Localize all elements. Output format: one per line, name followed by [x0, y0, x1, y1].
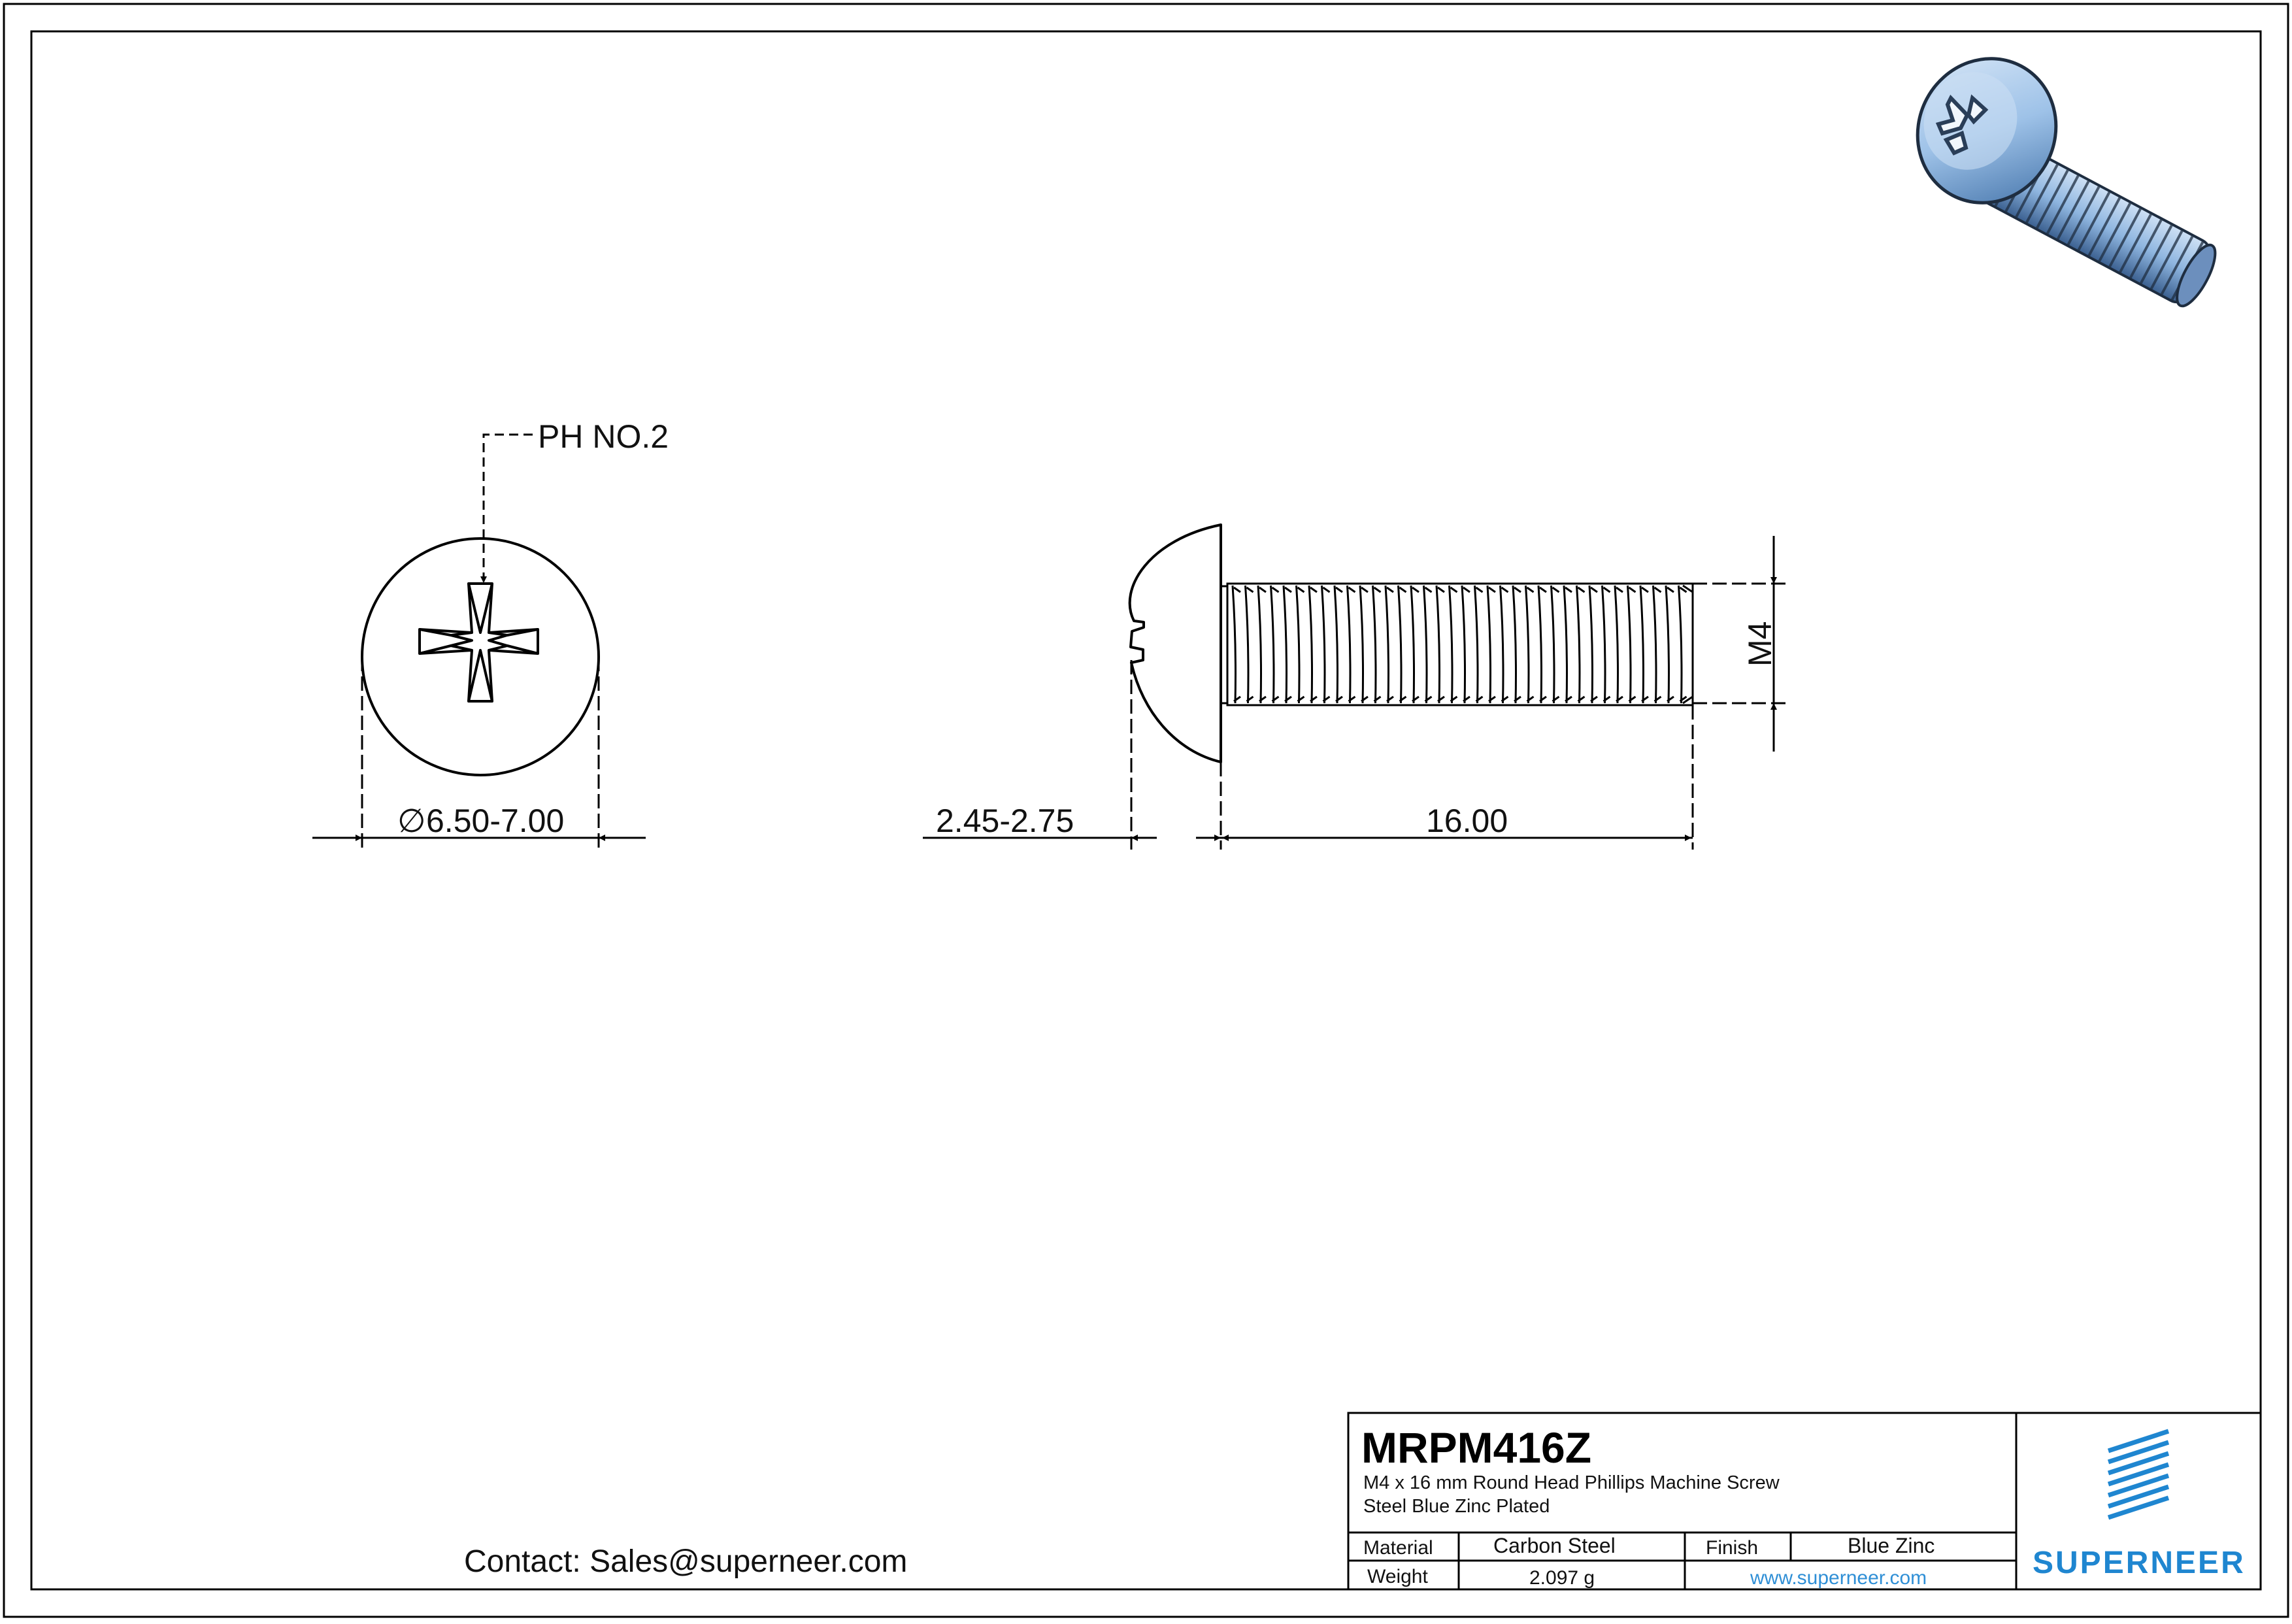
website-link[interactable]: www.superneer.com — [1750, 1567, 1927, 1589]
side-view — [923, 525, 1791, 850]
weight-label: Weight — [1367, 1566, 1428, 1587]
head-profile — [1130, 525, 1221, 762]
screw-3d-render — [1893, 34, 2223, 311]
outer-frame — [4, 4, 2288, 1617]
brand-name: SUPERNEER — [2033, 1546, 2246, 1580]
inner-frame — [31, 31, 2261, 1589]
weight-value: 2.097 g — [1529, 1567, 1595, 1589]
part-number: MRPM416Z — [1361, 1423, 1592, 1472]
finish-label: Finish — [1706, 1537, 1759, 1559]
thread-chamfer — [1683, 586, 1693, 703]
superneer-logo-icon — [2108, 1431, 2168, 1517]
top-view — [312, 418, 669, 850]
description-line-1: M4 x 16 mm Round Head Phillips Machine Screw — [1363, 1472, 1780, 1493]
diameter-symbol: ∅ — [397, 803, 426, 839]
phillips-recess — [420, 584, 538, 701]
contact-line: Contact: Sales@superneer.com — [464, 1544, 908, 1579]
thread-lines — [1233, 586, 1687, 703]
length-value: 16.00 — [1426, 803, 1508, 839]
thread-size-value: M4 — [1742, 621, 1778, 667]
material-label: Material — [1363, 1537, 1433, 1559]
head-outline-top — [362, 539, 599, 775]
diameter-value: 6.50-7.00 — [426, 803, 565, 839]
description-line-2: Steel Blue Zinc Plated — [1363, 1496, 1550, 1517]
finish-value: Blue Zinc — [1848, 1534, 1935, 1557]
head-height-value: 2.45-2.75 — [936, 803, 1074, 839]
callout-leader — [484, 435, 533, 583]
title-block — [1348, 1413, 2261, 1589]
callout-label: PH NO.2 — [538, 418, 669, 455]
material-value: Carbon Steel — [1493, 1534, 1616, 1557]
